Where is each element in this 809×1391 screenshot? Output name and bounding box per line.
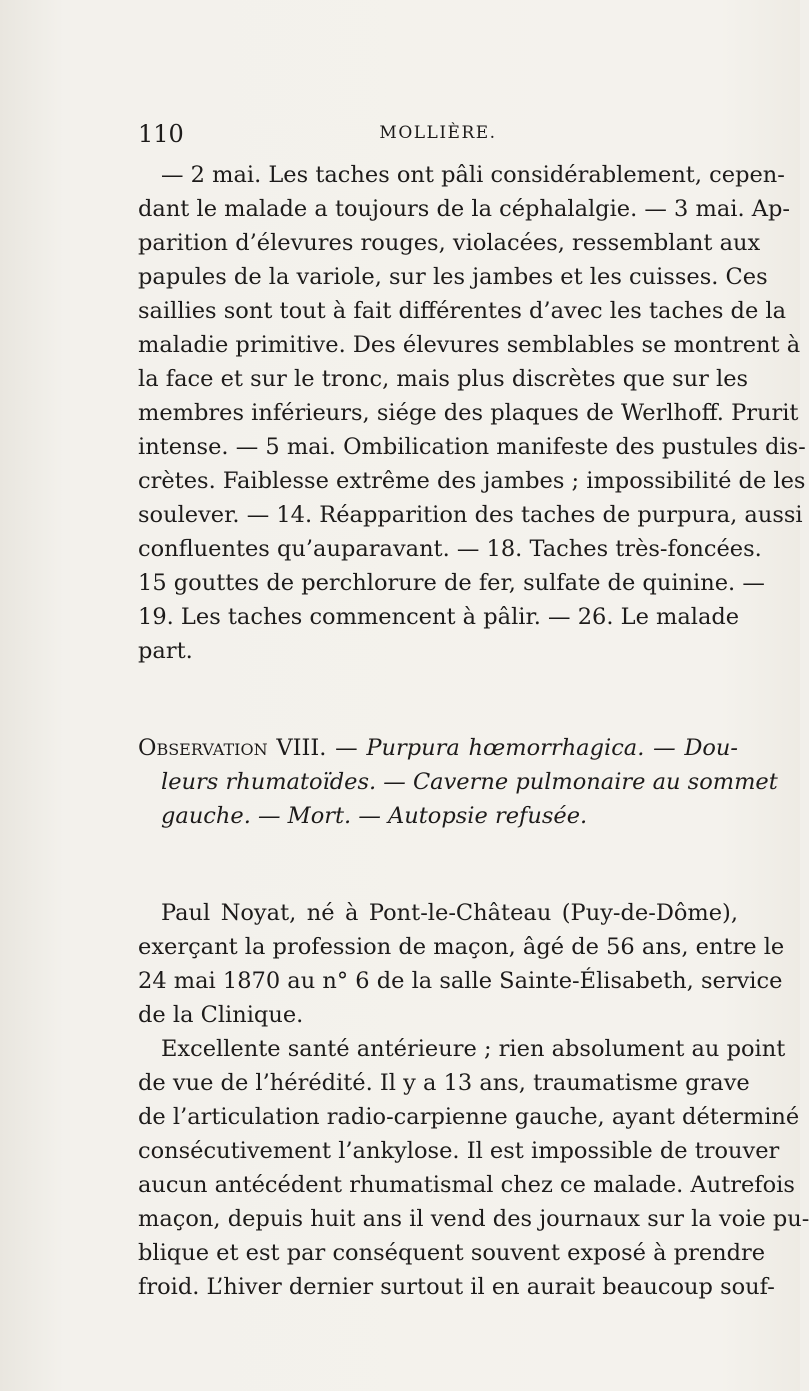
- observation-dash: —: [326, 735, 367, 761]
- text-line: froid. L’hiver dernier surtout il en aurait beaucoup souf-: [138, 1274, 775, 1300]
- text-line: intense. — 5 mai. Ombilication manifeste des pustules dis-: [138, 434, 806, 460]
- paragraph-1: [138, 158, 806, 668]
- text-line: maçon, depuis huit ans il vend des journaux sur la voie pu-: [138, 1206, 809, 1232]
- text-line: papules de la variole, sur les jambes et les cuisses. Ces: [138, 264, 768, 290]
- text-line: part.: [138, 638, 193, 664]
- observation-title-3: gauche. — Mort. — Autopsie refusée.: [161, 803, 588, 829]
- text-line: la face et sur le tronc, mais plus discrètes que sur les: [138, 366, 749, 392]
- text-line: maladie primitive. Des élevures semblables se montrent à: [138, 332, 801, 358]
- observation-title-2: leurs rhumatoïdes. — Caverne pulmonaire au sommet: [161, 769, 778, 795]
- observation-heading: [138, 731, 778, 833]
- text-line: blique et est par conséquent souvent exposé à prendre: [138, 1240, 766, 1266]
- paragraph-3: [138, 1032, 809, 1304]
- text-line: 19. Les taches commencent à pâlir. — 26. Le malade: [138, 604, 740, 630]
- text-line: de la Clinique.: [138, 1002, 304, 1028]
- observation-label: Observation VIII.: [138, 735, 327, 761]
- text-line: Excellente santé antérieure ; rien absolument au point: [161, 1036, 786, 1062]
- observation-title-1: Purpura hœmorrhagica. — Dou-: [366, 735, 739, 761]
- text-line: parition d’élevures rouges, violacées, ressemblant aux: [138, 230, 761, 256]
- text-line: 24 mai 1870 au n° 6 de la salle Sainte-Élisabeth, service: [138, 968, 783, 994]
- text-line: soulever. — 14. Réapparition des taches de purpura, aussi: [138, 502, 803, 528]
- page-number: 110: [138, 120, 184, 148]
- text-line: — 2 mai. Les taches ont pâli considérablement, cepen-: [161, 162, 785, 188]
- running-head: MOLLIÈRE.: [379, 123, 497, 143]
- text-line: consécutivement l’ankylose. Il est impossible de trouver: [138, 1138, 780, 1164]
- text-line: exerçant la profession de maçon, âgé de 56 ans, entre le: [138, 934, 785, 960]
- text-line: saillies sont tout à fait différentes d’avec les taches de la: [138, 298, 787, 324]
- body-text: [138, 158, 809, 1304]
- observation-line-1: [138, 731, 738, 765]
- section-gap: [138, 833, 738, 896]
- text-line: Paul Noyat, né à Pont-le-Château (Puy-de-Dôme),: [161, 900, 738, 926]
- text-line: confluentes qu’auparavant. — 18. Taches très-foncées.: [138, 536, 762, 562]
- page-header: [138, 120, 738, 150]
- text-line: aucun antécédent rhumatismal chez ce malade. Autrefois: [138, 1172, 795, 1198]
- text-line: 15 gouttes de perchlorure de fer, sulfate de quinine. —: [138, 570, 765, 596]
- text-line: dant le malade a toujours de la céphalalgie. — 3 mai. Ap-: [138, 196, 791, 222]
- section-gap: [138, 668, 738, 731]
- text-line: membres inférieurs, siége des plaques de Werlhoff. Prurit: [138, 400, 799, 426]
- text-line: crètes. Faiblesse extrême des jambes ; impossibilité de les: [138, 468, 806, 494]
- text-line: de l’articulation radio-carpienne gauche, ayant déterminé: [138, 1104, 800, 1130]
- text-line: de vue de l’hérédité. Il y a 13 ans, traumatisme grave: [138, 1070, 750, 1096]
- paragraph-2: [138, 896, 785, 1032]
